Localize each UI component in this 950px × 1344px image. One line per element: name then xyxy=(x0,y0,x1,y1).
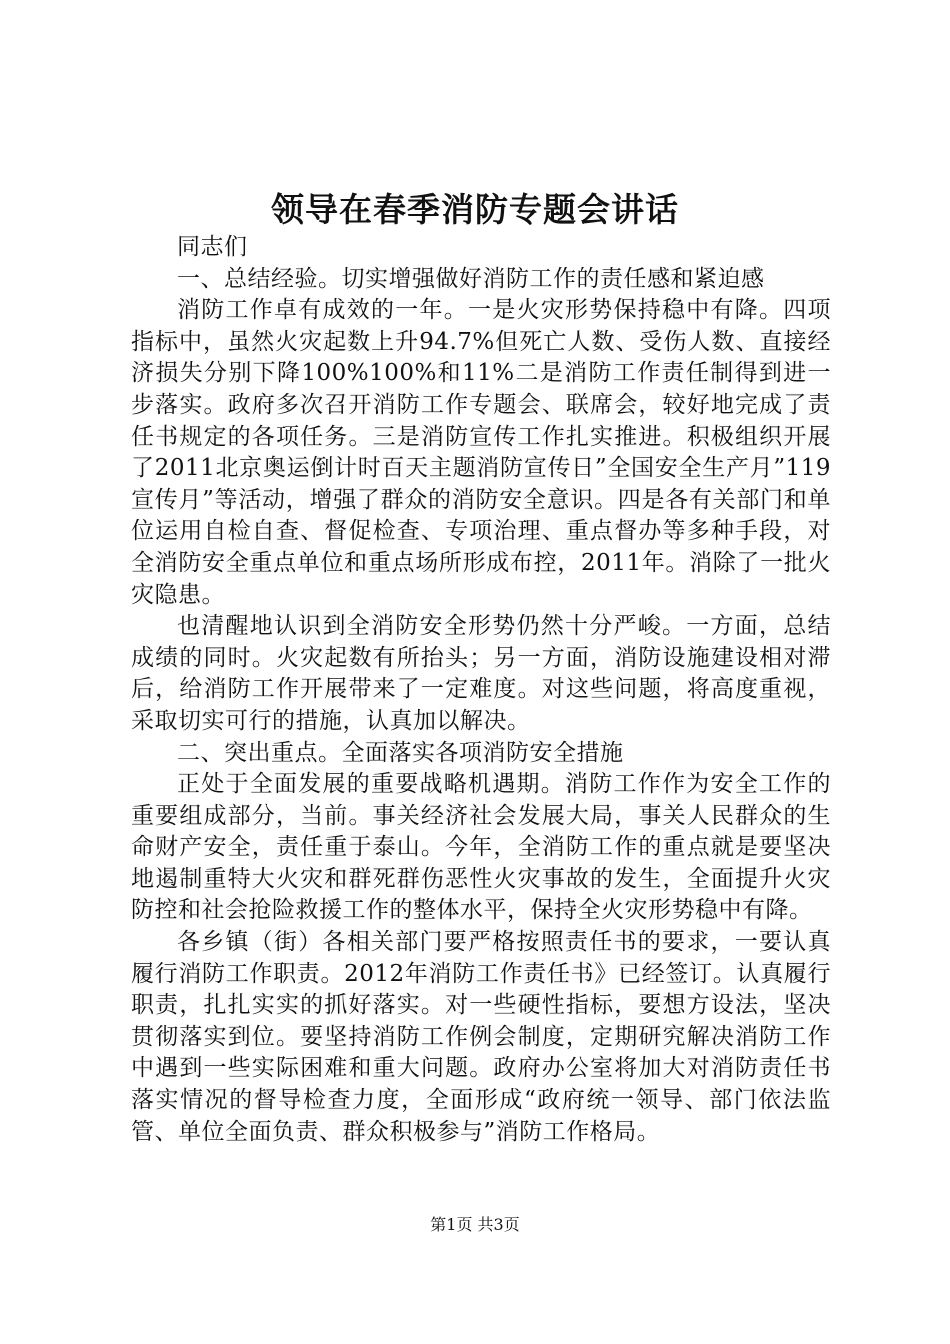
body-paragraph: 正处于全面发展的重要战略机遇期。消防工作作为安全工作的重要组成部分，当前。事关经济社会发展大局，事关人民群众的生命财产安全，责任重于泰山。今年，全消防工作的重点就是要坚决地遏制重特大火灾和群死群伤恶性火灾事故的发生，全面提升火灾防控和社会抢险救援工作的整体水平，保持全火灾形势稳中有降。 xyxy=(131,771,831,924)
page-number-footer: 第1页 共3页 xyxy=(430,1215,520,1234)
section-heading-1: 一、总结经验。切实增强做好消防工作的责任感和紧迫感 xyxy=(177,265,765,292)
salutation: 同志们 xyxy=(177,234,248,260)
body-paragraph: 各乡镇（街）各相关部门要严格按照责任书的要求，一要认真履行消防工作职责。2012年消防工作责任书》已经签订。认真履行职责，扎扎实实的抓好落实。对一些硬性指标，要想方设法，坚决贯彻落实到位。要坚持消防工作例会制度，定期研究解决消防工作中遇到一些实际困难和重大问题。政府办公室将加大对消防责任书落实情况的督导检查力度，全面形成“政府统一领导、部门依法监管、单位全面负责、群众积极参与”消防工作格局。 xyxy=(131,929,831,1145)
body-paragraph: 消防工作卓有成效的一年。一是火灾形势保持稳中有降。四项指标中，虽然火灾起数上升94.7%但死亡人数、受伤人数、直接经济损失分别下降100%100%和11%二是消防工作责任制得到进一步落实。政府多次召开消防工作专题会、联席会，较好地完成了责任书规定的各项任务。三是消防宣传工作扎实推进。积极组织开展了2011北京奥运倒计时百天主题消防宣传日”全国安全生产月”119宣传月”等活动，增强了群众的消防安全意识。四是各有关部门和单位运用自检自查、督促检查、专项治理、重点督办等多种手段，对全消防安全重点单位和重点场所形成布控，2011年。消除了一批火灾隐患。 xyxy=(131,297,831,608)
body-paragraph: 也清醒地认识到全消防安全形势仍然十分严峻。一方面，总结成绩的同时。火灾起数有所抬头；另一方面，消防设施建设相对滞后，给消防工作开展带来了一定难度。对这些问题，将高度重视，采取切实可行的措施，认真加以解决。 xyxy=(131,613,831,734)
document-title: 领导在春季消防专题会讲话 xyxy=(271,190,679,229)
document-body xyxy=(131,232,831,1148)
section-heading-2: 二、突出重点。全面落实各项消防安全措施 xyxy=(177,739,624,766)
